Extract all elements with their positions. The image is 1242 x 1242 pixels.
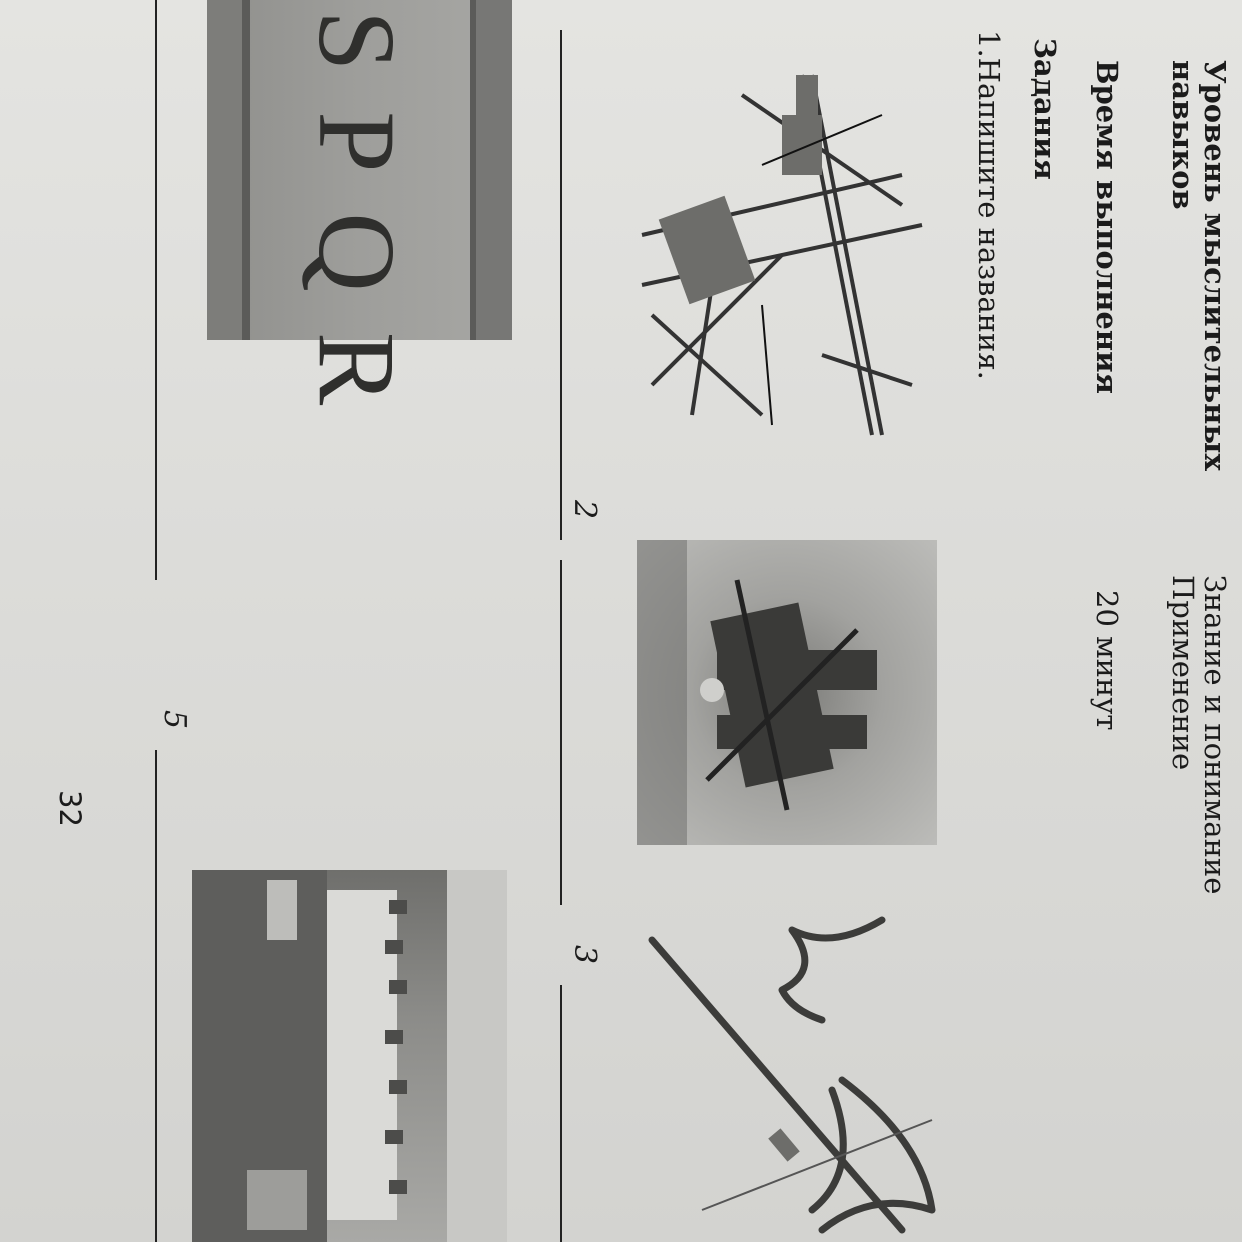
answer-line-4 xyxy=(155,0,157,580)
time-label: Время выполнения xyxy=(1090,60,1124,395)
skill-level-label-line1: Уровень мыслительных xyxy=(1198,60,1232,471)
inscription-letter-p: P xyxy=(296,111,418,173)
crossbow-drawing-image xyxy=(612,910,942,1242)
answer-line-2 xyxy=(560,560,562,905)
time-value: 20 минут xyxy=(1090,590,1124,731)
roman-city-photo-image xyxy=(192,870,507,1242)
answer-line-5 xyxy=(155,750,157,1242)
task1-instruction: 1.Напишите названия. xyxy=(972,30,1006,380)
onager-photo-image xyxy=(637,540,937,845)
skill-level-value-line2: Применение xyxy=(1166,575,1200,771)
catapult-drawing-image xyxy=(612,55,942,455)
answer-line-1 xyxy=(560,30,562,540)
spqr-letters xyxy=(282,10,432,406)
skill-level-value-line1: Знание и понимание xyxy=(1198,575,1232,895)
inscription-letter-s: S xyxy=(296,10,418,72)
inscription-letter-r: R xyxy=(296,331,418,406)
answer-number-2: 2 xyxy=(567,500,602,520)
page-number: 32 xyxy=(53,790,87,827)
answer-number-5: 5 xyxy=(157,710,192,730)
answer-number-3: 3 xyxy=(567,945,602,965)
spqr-inscription-image xyxy=(207,0,512,406)
tasks-label: Задания xyxy=(1028,38,1062,180)
skill-level-label-line2: навыков xyxy=(1166,60,1200,210)
answer-line-3 xyxy=(560,985,562,1242)
inscription-letter-q: Q xyxy=(296,212,418,292)
